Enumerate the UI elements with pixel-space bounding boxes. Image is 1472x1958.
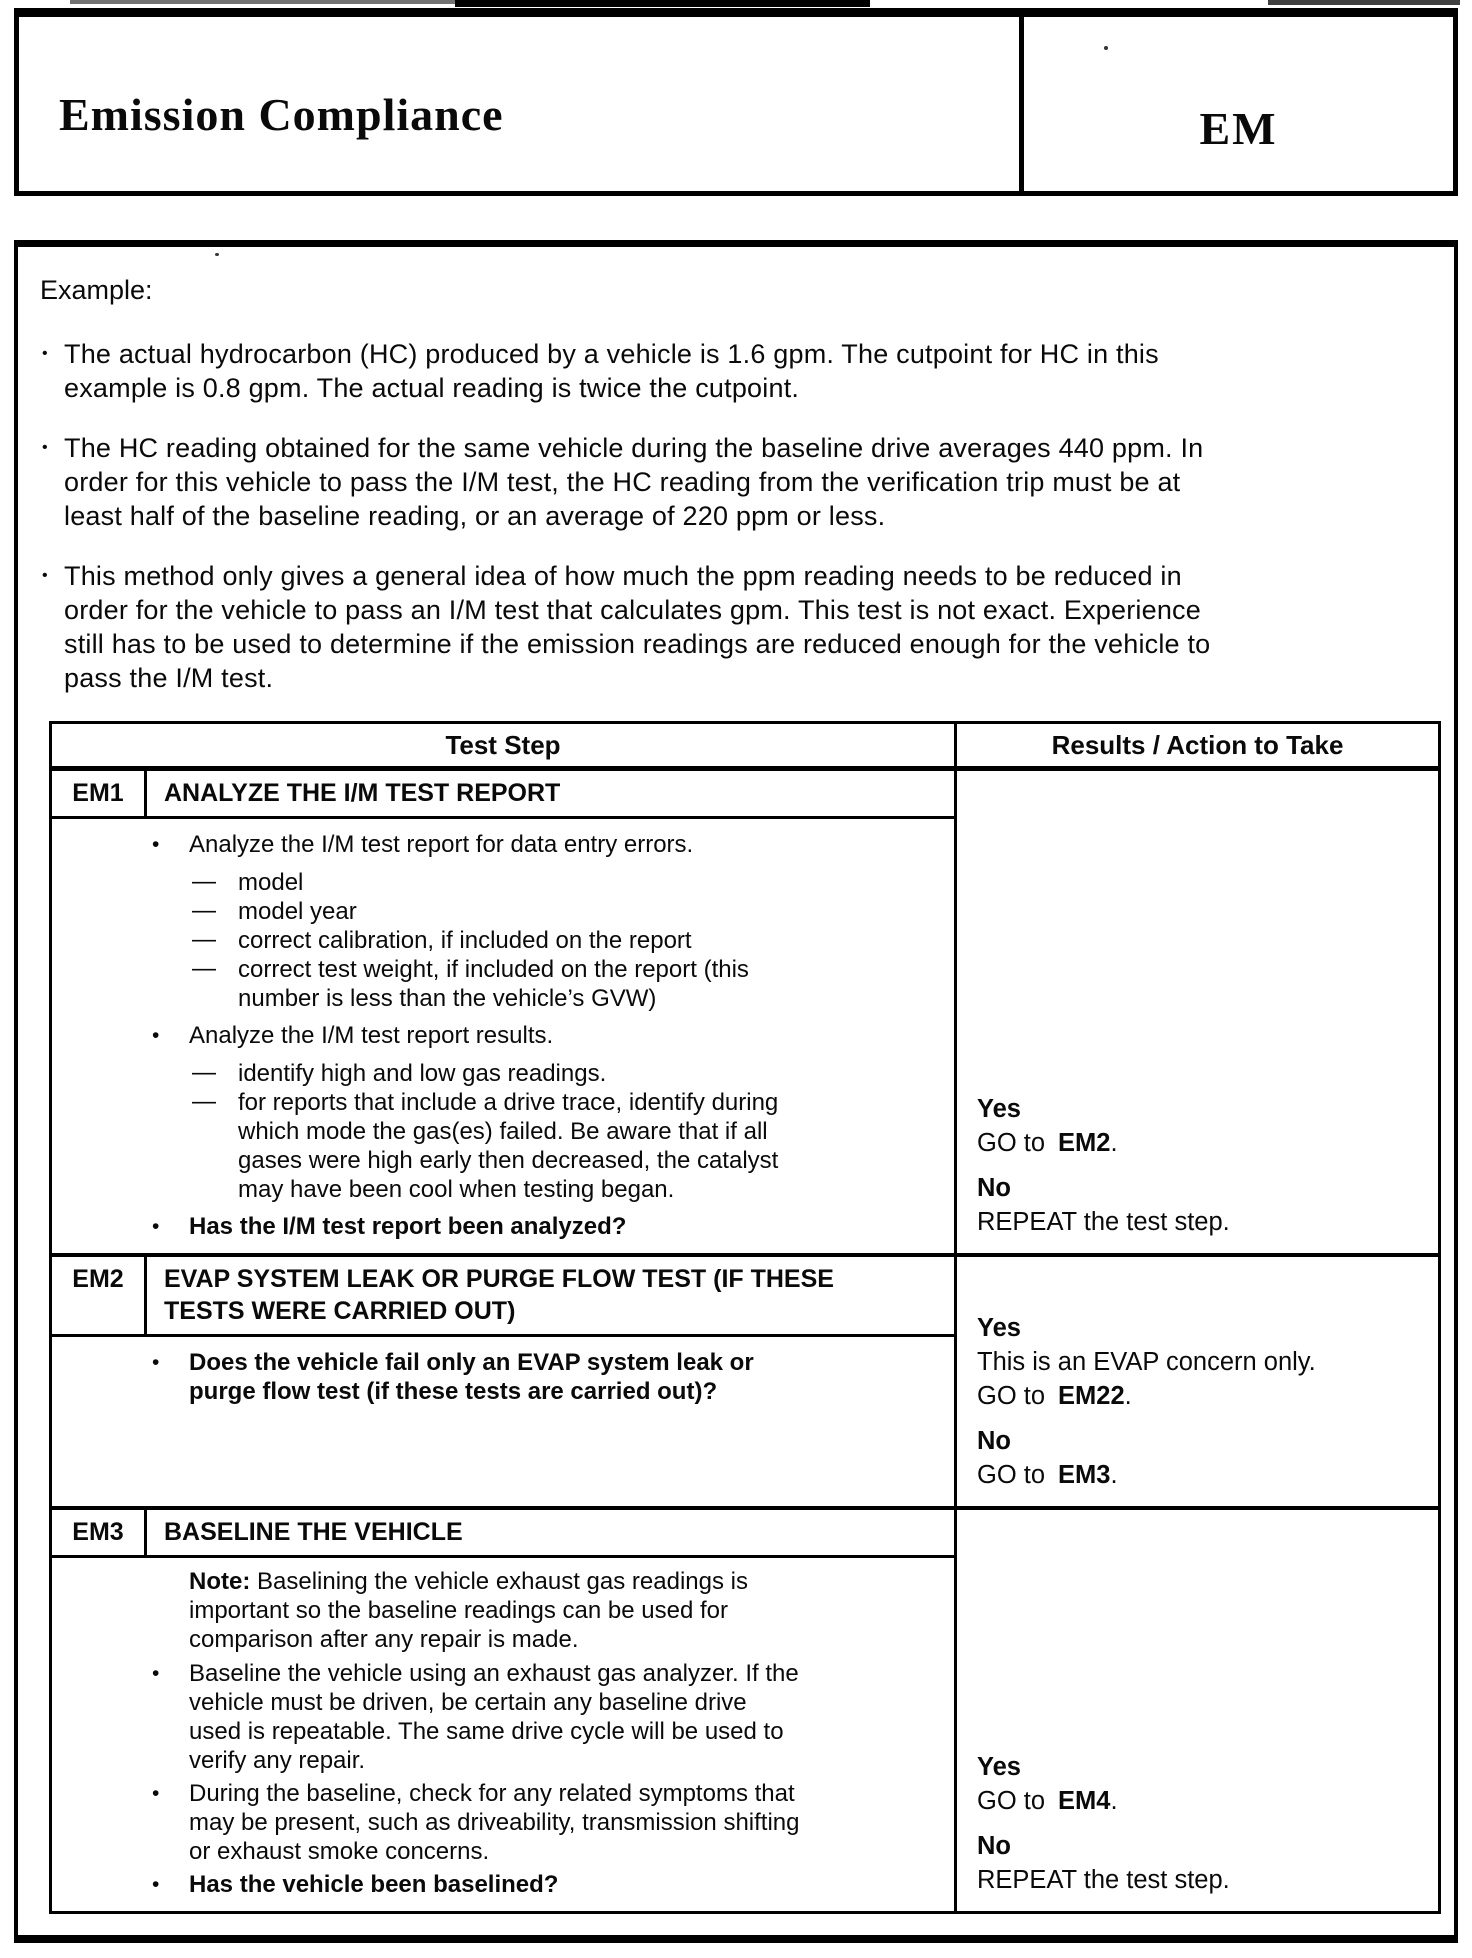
text-line: Analyze the I/M test report results. xyxy=(189,1022,554,1049)
step-heading-row xyxy=(52,771,954,819)
results-cell xyxy=(957,1257,1438,1506)
instruction-text xyxy=(189,1021,932,1050)
result-group xyxy=(977,1830,1428,1897)
col-header-results: Results / Action to Take xyxy=(1051,729,1344,760)
instruction-bullet xyxy=(152,1212,932,1241)
example-bullet-text xyxy=(64,337,1418,405)
goto-target: EM22 xyxy=(1058,1382,1125,1410)
section-code: EM xyxy=(1199,102,1278,154)
bullet-icon: • xyxy=(152,1215,160,1238)
result-group xyxy=(977,1751,1428,1818)
header xyxy=(14,8,1458,196)
action-text: . xyxy=(1110,1787,1118,1815)
text-line: comparison after any repair is made. xyxy=(189,1626,579,1653)
action-text: REPEAT the test step. xyxy=(977,1208,1230,1236)
step-instructions xyxy=(52,1558,954,1911)
text-line: vehicle must be driven, be certain any baseline drive xyxy=(189,1689,747,1716)
text-line: least half of the baseline reading, or an average of 220 ppm or less. xyxy=(64,501,886,531)
text-line: Has the vehicle been baselined? xyxy=(189,1871,559,1898)
note-label: Note: xyxy=(189,1568,251,1595)
dash-icon: — xyxy=(192,955,216,982)
instruction-text xyxy=(189,1348,932,1406)
step-title xyxy=(147,1510,954,1555)
result-action xyxy=(977,1864,1428,1897)
instruction-bullet xyxy=(152,1779,932,1866)
text-line: correct test weight, if included on the report (this xyxy=(238,956,749,983)
result-answer: Yes xyxy=(977,1314,1021,1342)
bullet-icon: • xyxy=(152,1873,160,1896)
step-id: EM1 xyxy=(52,771,147,816)
action-text: This is an EVAP concern only. xyxy=(977,1348,1316,1376)
dash-icon: — xyxy=(192,868,216,895)
goto-target: EM3 xyxy=(1058,1461,1111,1489)
result-action xyxy=(977,1380,1428,1413)
instruction-bullet xyxy=(152,1021,932,1050)
text-line: pass the I/M test. xyxy=(64,663,274,693)
step-heading-row xyxy=(52,1257,954,1337)
text-line: gases were high early then decreased, the catalyst xyxy=(238,1147,779,1174)
result-action xyxy=(977,1459,1428,1492)
dash-icon: — xyxy=(192,1059,216,1086)
text-line: The actual hydrocarbon (HC) produced by a vehicle is 1.6 gpm. The cutpoint for HC in this xyxy=(64,339,1159,369)
text-line: example is 0.8 gpm. The actual reading is twice the cutpoint. xyxy=(64,373,800,403)
text-line: The HC reading obtained for the same vehicle during the baseline drive averages 440 ppm. In xyxy=(64,433,1204,463)
step-title xyxy=(147,1257,954,1334)
test-step-cell xyxy=(52,771,957,1253)
result-answer: No xyxy=(977,1174,1011,1202)
text-line: model xyxy=(238,869,304,896)
sub-item xyxy=(192,1088,932,1204)
sub-item xyxy=(192,926,932,955)
instruction-text xyxy=(189,1212,932,1241)
text-line: important so the baseline readings can be used for xyxy=(189,1597,729,1624)
action-text: REPEAT the test step. xyxy=(977,1866,1230,1894)
result-group xyxy=(977,1172,1428,1239)
instruction-text xyxy=(189,1870,932,1899)
test-step-cell xyxy=(52,1257,957,1506)
text-line: purge flow test (if these tests are carried out)? xyxy=(189,1378,718,1405)
action-text: . xyxy=(1110,1461,1118,1489)
text-line: verify any repair. xyxy=(189,1747,366,1774)
instruction-bullet xyxy=(152,1348,932,1406)
result-group xyxy=(977,1093,1428,1160)
result-answer: Yes xyxy=(977,1095,1021,1123)
text-line: Does the vehicle fail only an EVAP system leak or xyxy=(189,1349,754,1376)
instruction-text xyxy=(238,926,932,955)
content-box xyxy=(14,240,1458,1943)
bullet-icon: • xyxy=(42,345,48,362)
bullet-icon: • xyxy=(42,567,48,584)
result-group xyxy=(977,1312,1428,1413)
test-step-cell xyxy=(52,1510,957,1911)
instruction-bullet xyxy=(152,1870,932,1899)
step-title-line: EVAP SYSTEM LEAK OR PURGE FLOW TEST (IF THESE xyxy=(164,1265,834,1293)
text-line: order for this vehicle to pass the I/M test, the HC reading from the verification trip must be at xyxy=(64,467,1181,497)
instruction-text xyxy=(238,955,932,1013)
results-cell xyxy=(957,1510,1438,1911)
sub-item xyxy=(192,897,932,926)
example-bullet-list xyxy=(38,337,1418,695)
bullet-icon: • xyxy=(152,1351,160,1374)
action-text: GO to xyxy=(977,1787,1046,1815)
results-cell xyxy=(957,771,1438,1253)
scan-artifact xyxy=(70,0,460,4)
instruction-text xyxy=(189,830,932,859)
result-answer: No xyxy=(977,1832,1011,1860)
text-line: used is repeatable. The same drive cycle will be used to xyxy=(189,1718,784,1745)
text-line: Has the I/M test report been analyzed? xyxy=(189,1213,627,1240)
action-text: GO to xyxy=(977,1461,1046,1489)
goto-target: EM2 xyxy=(1058,1129,1111,1157)
step-instructions xyxy=(52,1337,954,1506)
result-action xyxy=(977,1346,1428,1379)
example-bullet xyxy=(42,337,1418,405)
text-line: Analyze the I/M test report for data entry errors. xyxy=(189,831,694,858)
text-line: Baseline the vehicle using an exhaust gas analyzer. If the xyxy=(189,1660,799,1687)
instruction-bullet xyxy=(152,1659,932,1775)
step-title xyxy=(147,771,954,816)
note xyxy=(189,1567,932,1654)
text-line: may be present, such as driveability, transmission shifting xyxy=(189,1809,800,1836)
instruction-text xyxy=(238,868,932,897)
bullet-icon: • xyxy=(152,1662,160,1685)
instruction-text xyxy=(238,1059,932,1088)
step-title-line: ANALYZE THE I/M TEST REPORT xyxy=(164,779,561,807)
text-line xyxy=(189,1567,932,1596)
step-id: EM2 xyxy=(52,1257,147,1334)
step-heading-row xyxy=(52,1510,954,1558)
action-text: GO to xyxy=(977,1129,1046,1157)
instruction-text xyxy=(238,1088,932,1204)
goto-target: EM4 xyxy=(1058,1787,1111,1815)
sub-item xyxy=(192,955,932,1013)
page-title: Emission Compliance xyxy=(59,88,504,140)
result-answer: Yes xyxy=(977,1753,1021,1781)
text-line: may have been cool when testing began. xyxy=(238,1176,675,1203)
text-line: identify high and low gas readings. xyxy=(238,1060,607,1087)
bullet-icon: • xyxy=(152,833,160,856)
action-text: . xyxy=(1124,1382,1132,1410)
action-text: GO to xyxy=(977,1382,1046,1410)
bullet-icon: • xyxy=(152,1782,160,1805)
bullet-icon: • xyxy=(152,1024,160,1047)
text-line: still has to be used to determine if the emission readings are reduced enough for the vehicle to xyxy=(64,629,1211,659)
table-row-em2 xyxy=(52,1253,1438,1506)
step-title-line: BASELINE THE VEHICLE xyxy=(164,1518,463,1546)
text-line: This method only gives a general idea of how much the ppm reading needs to be reduced in xyxy=(64,561,1182,591)
text-line: or exhaust smoke concerns. xyxy=(189,1838,490,1865)
table-header-row xyxy=(52,724,1438,771)
diagnostic-table xyxy=(49,721,1441,1914)
note-text: Baselining the vehicle exhaust gas readings is xyxy=(250,1568,748,1595)
sub-item xyxy=(192,1059,932,1088)
step-title-line: TESTS WERE CARRIED OUT) xyxy=(164,1297,516,1325)
table-row-em1 xyxy=(52,771,1438,1253)
instruction-bullet xyxy=(152,830,932,859)
result-action xyxy=(977,1206,1428,1239)
col-header-test-step: Test Step xyxy=(52,724,957,766)
text-line: order for the vehicle to pass an I/M test that calculates gpm. This test is not exact. Experience xyxy=(64,595,1201,625)
result-action xyxy=(977,1785,1428,1818)
step-instructions xyxy=(52,819,954,1253)
instruction-text xyxy=(189,1659,932,1775)
text-line: number is less than the vehicle’s GVW) xyxy=(238,985,657,1012)
scan-artifact xyxy=(1268,0,1460,5)
text-line: correct calibration, if included on the report xyxy=(238,927,692,954)
dash-icon: — xyxy=(192,926,216,953)
example-bullet xyxy=(42,559,1418,695)
dash-icon: — xyxy=(192,897,216,924)
result-group xyxy=(977,1425,1428,1492)
example-bullet xyxy=(42,431,1418,533)
example-bullet-text xyxy=(64,431,1418,533)
table-body xyxy=(52,771,1438,1911)
text-line: for reports that include a drive trace, identify during xyxy=(238,1089,779,1116)
sub-item xyxy=(192,868,932,897)
dash-icon: — xyxy=(192,1088,216,1115)
action-text: . xyxy=(1110,1129,1118,1157)
instruction-text xyxy=(238,897,932,926)
result-answer: No xyxy=(977,1427,1011,1455)
result-action xyxy=(977,1127,1428,1160)
scan-artifact xyxy=(455,0,870,7)
text-line: model year xyxy=(238,898,357,925)
bullet-icon: • xyxy=(42,439,48,456)
instruction-text xyxy=(189,1779,932,1866)
text-line: During the baseline, check for any related symptoms that xyxy=(189,1780,795,1807)
text-line: which mode the gas(es) failed. Be aware that if all xyxy=(238,1118,768,1145)
table-row-em3 xyxy=(52,1506,1438,1911)
example-bullet-text xyxy=(64,559,1418,695)
step-id: EM3 xyxy=(52,1510,147,1555)
example-label: Example: xyxy=(40,275,153,305)
